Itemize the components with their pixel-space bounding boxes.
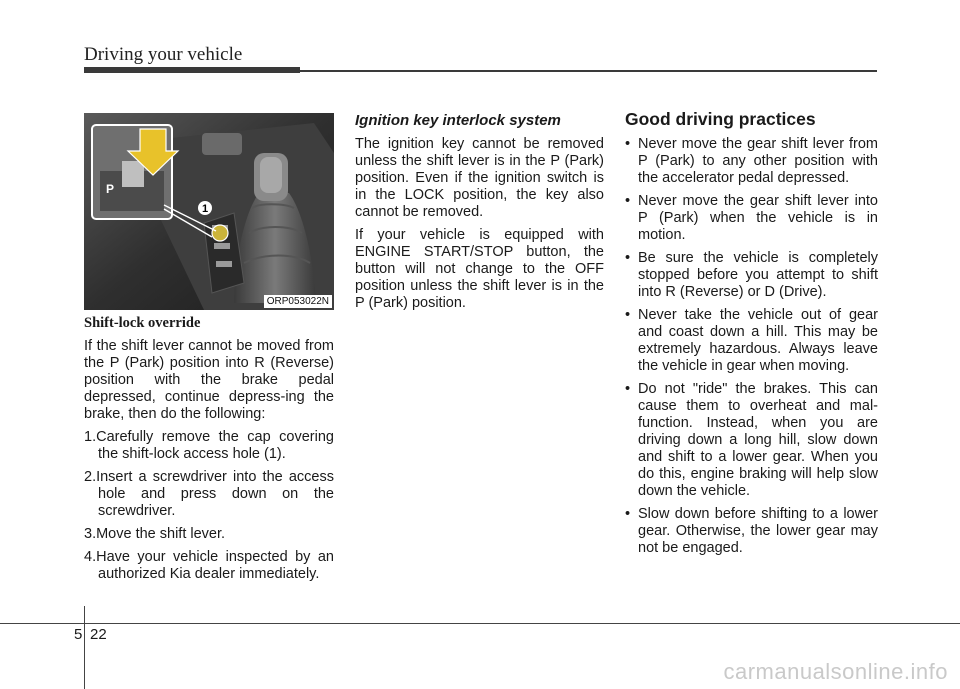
bullet-text: Slow down before shifting to a lower gear. Otherwise, the lower gear may not be engaged. [638, 506, 878, 556]
driving-practices-heading: Good driving practices [625, 109, 816, 129]
step-item: 2.Insert a screwdriver into the access hole and press down on the screwdriver. [84, 469, 334, 519]
bullet-icon: • [625, 307, 631, 323]
header-title: Driving your vehicle [84, 44, 243, 65]
column-driving-practices [625, 109, 878, 563]
shift-lock-intro: If the shift lever cannot be moved from the P (Park) position into R (Reverse) position with the brake pedal depressed, continue depress-ing the brake, then do the following: [84, 338, 334, 422]
bullet-icon: • [625, 193, 631, 209]
gear-p-label: P [106, 182, 115, 196]
step-item: 1.Carefully remove the cap covering the shift-lock access hole (1). [84, 429, 334, 462]
list-item [625, 193, 878, 244]
figure-caption: Shift-lock override [84, 315, 201, 331]
shift-lever-illustration [84, 113, 334, 310]
footer-rule [0, 623, 960, 624]
ignition-interlock-heading: Ignition key interlock system [355, 112, 561, 129]
chapter-number: 5 [74, 626, 83, 643]
step-item: 4.Have your vehicle inspected by an authorized Kia dealer immediately. [84, 549, 334, 582]
bullet-text: Be sure the vehicle is completely stopped before you attempt to shift into R (Reverse) or D (Drive). [638, 250, 878, 300]
bullet-text: Never take the vehicle out of gear and coast down a hill. This may be extremely hazardous. Always leave the vehicle in gear when moving. [638, 307, 878, 374]
header-rule-thick [84, 67, 300, 73]
figure-code: ORP053022N [264, 295, 332, 308]
list-item [625, 307, 878, 375]
ignition-paragraph: If your vehicle is equipped with ENGINE START/STOP button, the button will not change to the OFF position unless the shift lever is in the P (Park) position. [355, 227, 604, 311]
ignition-paragraph: The ignition key cannot be removed unless the shift lever is in the P (Park) position. Even if the ignition switch is in the LOCK position, the key also cannot be removed. [355, 136, 604, 220]
shift-lock-steps [84, 429, 334, 583]
footer-divider [84, 606, 85, 689]
list-item [625, 506, 878, 557]
bullet-icon: • [625, 506, 631, 522]
shift-lever-photo [84, 113, 334, 310]
bullet-icon: • [625, 250, 631, 266]
page-number: 22 [90, 626, 107, 643]
step-item: 3.Move the shift lever. [84, 526, 226, 542]
bullet-text: Never move the gear shift lever into P (Park) when the vehicle is in motion. [638, 193, 878, 243]
list-item [625, 381, 878, 500]
header-rule-thin [300, 70, 877, 72]
list-item [625, 136, 878, 187]
watermark-text: carmanualsonline.info [723, 659, 948, 684]
bullet-text: Do not "ride" the brakes. This can cause them to overheat and mal-function. Instead, when you are driving down a long hill, slow down and shift to a lower gear. When you do this, engine braking will help slow down the vehicle. [638, 381, 878, 499]
column-ignition-interlock [355, 112, 604, 318]
list-item [625, 250, 878, 301]
driving-practices-list [625, 136, 878, 557]
bullet-icon: • [625, 136, 631, 152]
bullet-icon: • [625, 381, 631, 397]
column-shift-lock [84, 315, 334, 589]
bullet-text: Never move the gear shift lever from P (Park) to any other position with the accelerator pedal depressed. [638, 136, 878, 186]
callout-number: 1 [201, 203, 209, 215]
